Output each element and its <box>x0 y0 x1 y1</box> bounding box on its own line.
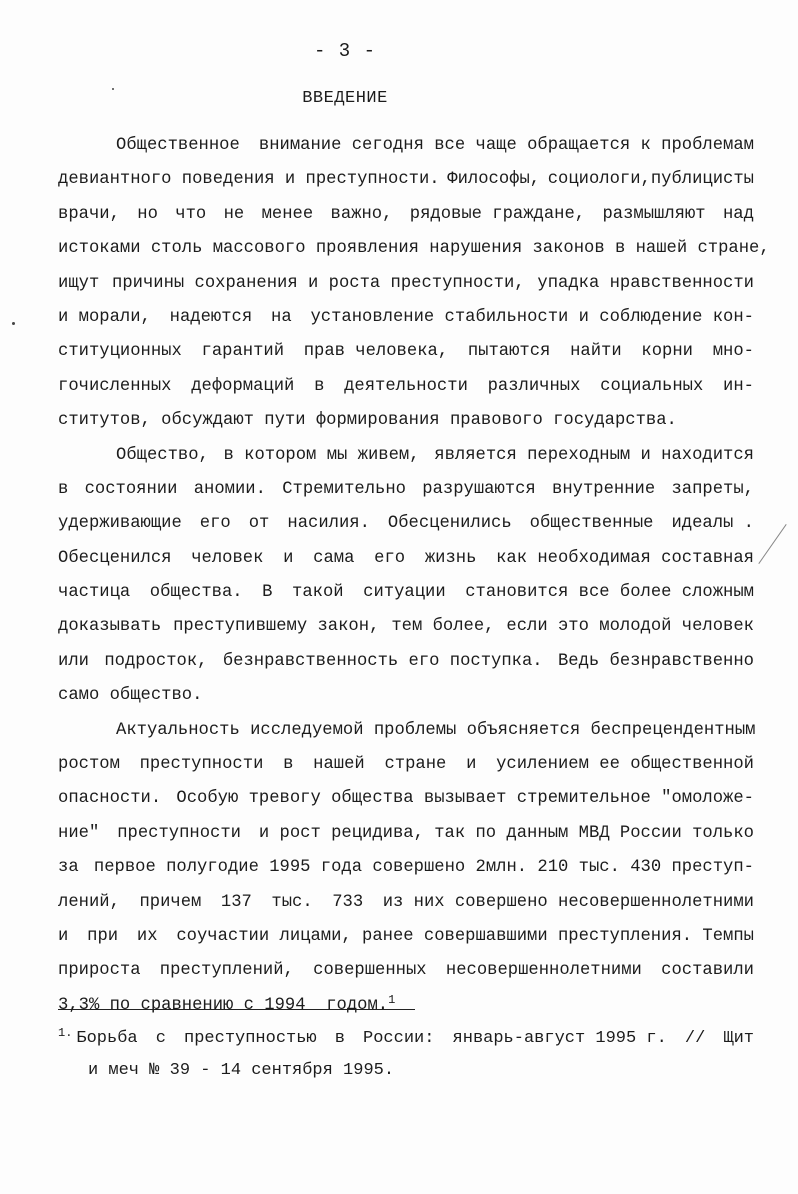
text-line: Общество, в котором мы живем, является переходным и находится <box>116 445 754 465</box>
footnote-reference[interactable]: 1 <box>388 992 396 1007</box>
scan-speck <box>112 88 114 90</box>
footnote-line: и меч № 39 - 14 сентября 1995. <box>88 1061 395 1080</box>
text-line: доказывать преступившему закон, тем более, если это молодой человек <box>58 617 754 637</box>
text-line: удерживающие его от насилия. Обесценились общественные идеалы . <box>58 514 754 534</box>
text-line: девиантного поведения и преступности. Философы, социологи,публицисты <box>58 170 754 190</box>
text-line: опасности. Особую тревогу общества вызывает стремительное "омоложе- <box>58 789 754 809</box>
paragraph-1 <box>58 129 770 439</box>
footnote-separator <box>58 1009 415 1010</box>
text-line: Общественное внимание сегодня все чаще обращается к проблемам <box>116 136 754 155</box>
text-line: истоками столь массового проявления нарушения законов в нашей стране, <box>58 239 770 259</box>
page-number: - 3 - <box>313 40 376 62</box>
text-line: в состоянии аномии. Стремительно разрушаются внутренние запреты, <box>58 479 754 499</box>
text-line: ние" преступности и рост рецидива, так по данным МВД России только <box>58 823 754 843</box>
scan-scratch <box>758 524 786 564</box>
text-line: 3,3% по сравнению с 1994 годом. $^1$ <box>58 989 754 1023</box>
text-line: ростом преступности в нашей стране и усилением ее общественной <box>58 755 754 775</box>
paragraph-2 <box>58 439 754 714</box>
text-line: Актуальность исследуемой проблемы объясняется беспрецендентным <box>116 720 756 740</box>
text-line: за первое полугодие 1995 года совершено 2млн. 210 тыс. 430 преступ- <box>58 858 754 878</box>
text-line: или подросток, безнравственность его поступка. Ведь безнравственно <box>58 651 754 671</box>
text-line: ститутов, обсуждают пути формирования правового государства. <box>58 411 677 431</box>
body-text <box>58 129 770 1023</box>
text-line: Обесценился человек и сама его жизнь как необходимая составная <box>58 548 754 568</box>
text-line: ищут причины сохранения и роста преступности, упадка нравственности <box>58 273 754 293</box>
text-line: прироста преступлений, совершенных несовершеннолетними составили <box>58 961 754 981</box>
footnote-line: $^{1.}$ Борьба с преступностью в России: январь-август 1995 г. // Щит <box>58 1026 754 1048</box>
text-line: ституционных гарантий прав человека, пытаются найти корни мно- <box>58 342 754 362</box>
scan-speck <box>12 322 15 325</box>
paragraph-3 <box>58 714 754 1024</box>
text-line: и морали, надеются на установление стабильности и соблюдение кон- <box>58 307 754 327</box>
text-line: лений, причем 137 тыс. 733 из них совершено несовершеннолетними <box>58 892 754 912</box>
footnote <box>58 1023 754 1087</box>
text-line: само общество. <box>58 686 203 706</box>
section-heading: ВВЕДЕНИЕ <box>302 89 388 108</box>
text-line: и при их соучастии лицами, ранее совершавшими преступления. Темпы <box>58 926 754 946</box>
text-line: врачи, но что не менее важно, рядовые граждане, размышляют над <box>58 204 754 224</box>
footnote-mark: 1. <box>58 1026 73 1040</box>
text-line: частица общества. В такой ситуации становится все более сложным <box>58 583 754 603</box>
text-line: гочисленных деформаций в деятельности различных социальных ин- <box>58 376 754 396</box>
